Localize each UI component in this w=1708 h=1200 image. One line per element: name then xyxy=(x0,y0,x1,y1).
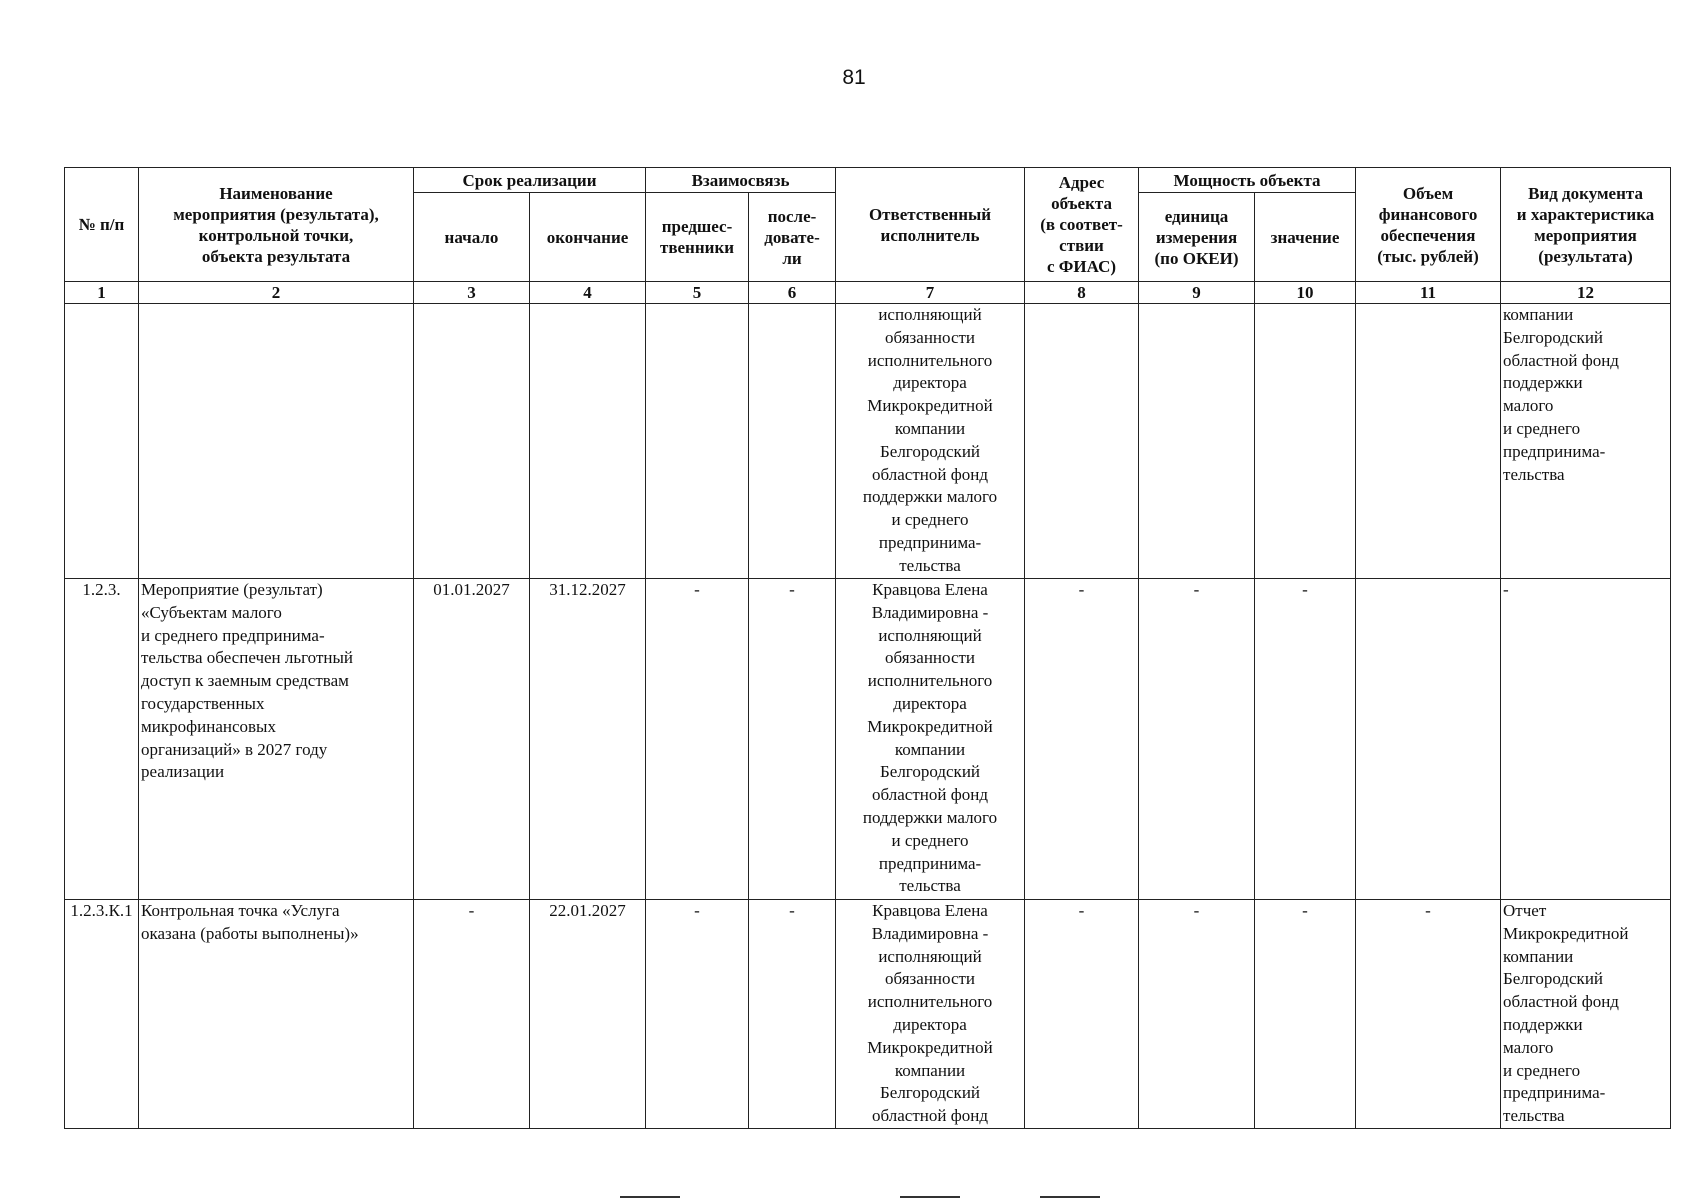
column-number: 12 xyxy=(1501,282,1671,304)
row-successors: - xyxy=(749,579,836,900)
row-predecessors: - xyxy=(646,900,749,1129)
column-numbers-row xyxy=(65,282,1671,304)
scan-mark xyxy=(620,1196,680,1198)
row-name: Мероприятие (результат) «Субъектам малого и среднего предпринима- тельства обеспечен льготный доступ к заемным средствам государственных микрофинансовых организаций» в 2027 году реализации xyxy=(139,579,414,900)
column-number: 4 xyxy=(530,282,646,304)
header-num: № п/п xyxy=(65,168,139,282)
row-responsible: исполняющий обязанности исполнительного директора Микрокредитной компании Белгородский областной фонд поддержки малого и среднего предпринима- тельства xyxy=(836,304,1025,579)
column-number: 2 xyxy=(139,282,414,304)
row-doc: компании Белгородский областной фонд поддержки малого и среднего предпринима- тельства xyxy=(1501,304,1671,579)
row-unit: - xyxy=(1139,579,1255,900)
row-value: - xyxy=(1255,579,1356,900)
activities-table xyxy=(64,167,1671,1129)
row-num: 1.2.3.К.1 xyxy=(65,900,139,1129)
row-start xyxy=(414,304,530,579)
scan-mark xyxy=(900,1196,960,1198)
column-number: 6 xyxy=(749,282,836,304)
column-number: 5 xyxy=(646,282,749,304)
row-finance xyxy=(1356,579,1501,900)
header-successors: после- довате- ли xyxy=(749,193,836,282)
row-end xyxy=(530,304,646,579)
row-finance: - xyxy=(1356,900,1501,1129)
table-row xyxy=(65,579,1671,900)
row-start: 01.01.2027 xyxy=(414,579,530,900)
table-row xyxy=(65,900,1671,1129)
row-doc: Отчет Микрокредитной компании Белгородский областной фонд поддержки малого и среднего предпринима- тельства xyxy=(1501,900,1671,1129)
table-row xyxy=(65,304,1671,579)
row-address xyxy=(1025,304,1139,579)
header-predecessors: предшес- твенники xyxy=(646,193,749,282)
row-name xyxy=(139,304,414,579)
row-finance xyxy=(1356,304,1501,579)
scan-mark xyxy=(1040,1196,1100,1198)
row-successors: - xyxy=(749,900,836,1129)
header-name: Наименование мероприятия (результата), контрольной точки, объекта результата xyxy=(139,168,414,282)
header-value: значение xyxy=(1255,193,1356,282)
row-doc: - xyxy=(1501,579,1671,900)
column-number: 11 xyxy=(1356,282,1501,304)
row-predecessors xyxy=(646,304,749,579)
header-start: начало xyxy=(414,193,530,282)
row-unit xyxy=(1139,304,1255,579)
header-doc-type: Вид документа и характеристика мероприятия (результата) xyxy=(1501,168,1671,282)
row-value xyxy=(1255,304,1356,579)
column-number: 10 xyxy=(1255,282,1356,304)
header-capacity: Мощность объекта xyxy=(1139,168,1356,193)
row-end: 31.12.2027 xyxy=(530,579,646,900)
column-number: 1 xyxy=(65,282,139,304)
page-number: 81 xyxy=(842,66,866,89)
header-finance: Объем финансового обеспечения (тыс. рублей) xyxy=(1356,168,1501,282)
column-number: 7 xyxy=(836,282,1025,304)
row-successors xyxy=(749,304,836,579)
row-unit: - xyxy=(1139,900,1255,1129)
row-num xyxy=(65,304,139,579)
column-number: 8 xyxy=(1025,282,1139,304)
header-row xyxy=(65,168,1671,193)
header-address: Адрес объекта (в соответ- ствии с ФИАС) xyxy=(1025,168,1139,282)
row-num: 1.2.3. xyxy=(65,579,139,900)
row-predecessors: - xyxy=(646,579,749,900)
row-responsible: Кравцова Елена Владимировна - исполняющий обязанности исполнительного директора Микрокредитной компании Белгородский областной фонд xyxy=(836,900,1025,1129)
header-end: окончание xyxy=(530,193,646,282)
header-relation: Взаимосвязь xyxy=(646,168,836,193)
header-responsible: Ответственный исполнитель xyxy=(836,168,1025,282)
row-end: 22.01.2027 xyxy=(530,900,646,1129)
row-start: - xyxy=(414,900,530,1129)
header-term: Срок реализации xyxy=(414,168,646,193)
row-value: - xyxy=(1255,900,1356,1129)
header-unit: единица измерения (по ОКЕИ) xyxy=(1139,193,1255,282)
row-address: - xyxy=(1025,579,1139,900)
row-name: Контрольная точка «Услуга оказана (работы выполнены)» xyxy=(139,900,414,1129)
column-number: 9 xyxy=(1139,282,1255,304)
column-number: 3 xyxy=(414,282,530,304)
row-responsible: Кравцова Елена Владимировна - исполняющий обязанности исполнительного директора Микрокредитной компании Белгородский областной фонд поддержки малого и среднего предпринима- тельства xyxy=(836,579,1025,900)
row-address: - xyxy=(1025,900,1139,1129)
